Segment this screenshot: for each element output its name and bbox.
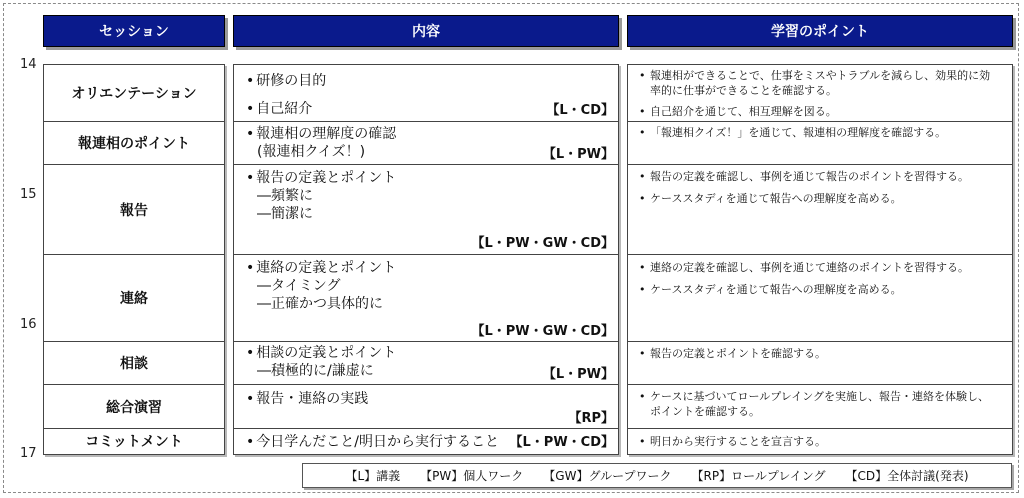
- time-label-14: 14: [20, 57, 37, 72]
- time-label-15: 15: [20, 187, 37, 202]
- points-column: [627, 64, 1013, 455]
- content-subitem: ―積極的に/謙虚に: [257, 363, 374, 379]
- time-label-16: 16: [20, 317, 37, 332]
- points-cell: [628, 429, 1012, 454]
- content-cell: [234, 65, 618, 122]
- method-tag: 【L・PW・GW・CD】: [471, 236, 614, 251]
- learning-point: • ケースに基づいてロールプレイングを実施し、報告・連絡を体験し、ポイントを確認する。: [650, 389, 998, 419]
- content-item: • 自己紹介: [246, 100, 312, 118]
- content-item: • 今日学んだこと/明日から実行すること: [246, 433, 499, 451]
- session-cell: 相談: [44, 342, 224, 385]
- content-item: • 連絡の定義とポイント: [246, 259, 396, 277]
- content-item: • 研修の目的: [246, 72, 326, 90]
- content-cell: [234, 342, 618, 385]
- method-tag: 【L・PW】: [542, 367, 614, 382]
- content-cell: [234, 122, 618, 165]
- learning-point: • ケーススタディを通じて報告への理解度を高める。: [650, 191, 998, 206]
- points-cell: [628, 165, 1012, 255]
- content-subitem: ―頻繁に: [257, 188, 313, 204]
- points-cell: [628, 122, 1012, 165]
- method-tag: 【L・PW】: [542, 147, 614, 162]
- learning-point: • 自己紹介を通じて、相互理解を図る。: [650, 104, 998, 119]
- content-item: • 報告・連絡の実践: [246, 390, 368, 408]
- method-tag: 【L・CD】: [546, 103, 614, 118]
- header-points: 学習のポイント: [627, 15, 1013, 47]
- legend-item: 【PW】個人ワーク: [420, 469, 524, 483]
- content-column: [233, 64, 619, 455]
- content-subitem: ―正確かつ具体的に: [257, 296, 383, 312]
- legend-box: [302, 463, 1012, 488]
- method-tag: 【L・PW・GW・CD】: [471, 324, 614, 339]
- content-item: • 報告の定義とポイント: [246, 169, 396, 187]
- learning-point: • 連絡の定義を確認し、事例を通じて連絡のポイントを習得する。: [650, 260, 998, 275]
- session-cell: 報連相のポイント: [44, 122, 224, 165]
- content-subitem: (報連相クイズ！): [257, 144, 366, 160]
- points-cell: [628, 255, 1012, 342]
- session-cell: 連絡: [44, 255, 224, 342]
- session-cell: オリエンテーション: [44, 65, 224, 122]
- points-cell: [628, 385, 1012, 429]
- content-subitem: ―タイミング: [257, 278, 341, 294]
- legend-item: 【L】講義: [345, 469, 401, 483]
- session-cell: 総合演習: [44, 385, 224, 429]
- session-column: [43, 64, 225, 455]
- header-session: セッション: [43, 15, 225, 47]
- learning-point: • 「報連相クイズ！」を通じて、報連相の理解度を確認する。: [650, 125, 998, 140]
- content-cell: [234, 385, 618, 429]
- header-content: 内容: [233, 15, 619, 47]
- content-item: • 報連相の理解度の確認: [246, 125, 396, 143]
- method-tag: 【RP】: [568, 411, 614, 426]
- learning-point: • 報告の定義を確認し、事例を通じて報告のポイントを習得する。: [650, 169, 998, 184]
- points-cell: [628, 65, 1012, 122]
- learning-point: • 報告の定義とポイントを確認する。: [650, 346, 998, 361]
- legend-item: 【RP】ロールプレイング: [691, 469, 826, 483]
- content-cell: [234, 255, 618, 342]
- content-item: • 相談の定義とポイント: [246, 344, 396, 362]
- session-cell: 報告: [44, 165, 224, 255]
- content-cell: [234, 429, 618, 454]
- learning-point: • 明日から実行することを宣言する。: [650, 434, 998, 449]
- points-cell: [628, 342, 1012, 385]
- method-tag: 【L・PW・CD】: [509, 435, 614, 450]
- content-cell: [234, 165, 618, 255]
- legend-item: 【CD】全体討議(発表): [845, 469, 969, 483]
- session-cell: コミットメント: [85, 434, 183, 450]
- legend-item: 【GW】グループワーク: [543, 469, 672, 483]
- time-label-17: 17: [20, 446, 37, 461]
- content-subitem: ―簡潔に: [257, 206, 313, 222]
- learning-point: • 報連相ができることで、仕事をミスやトラブルを減らし、効果的に効率的に仕事ができることを確認する。: [650, 68, 998, 98]
- learning-point: • ケーススタディを通じて報告への理解度を高める。: [650, 282, 998, 297]
